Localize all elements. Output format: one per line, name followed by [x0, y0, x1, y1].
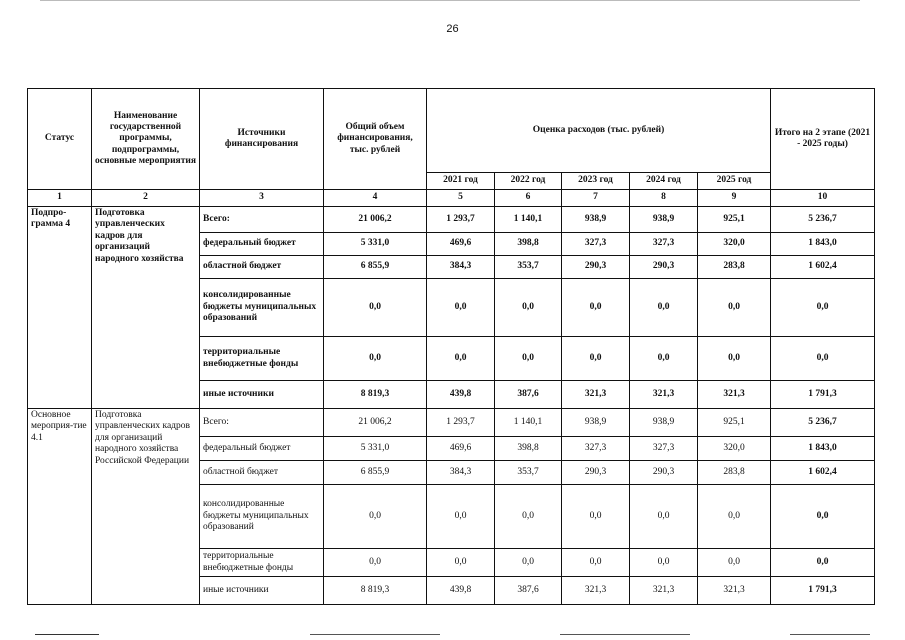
column-number: 9 — [698, 190, 771, 207]
year-amount: 439,8 — [427, 381, 495, 409]
scan-artifact-bottom — [790, 634, 870, 635]
year-amount: 0,0 — [427, 549, 495, 577]
year-amount: 0,0 — [562, 279, 630, 337]
scan-artifact-bottom — [560, 634, 690, 635]
column-number: 3 — [200, 190, 324, 207]
funding-source: областной бюджет — [200, 256, 324, 279]
year-amount: 0,0 — [630, 279, 698, 337]
header-sources: Источники финансирования — [200, 89, 324, 190]
year-amount: 1 140,1 — [495, 409, 562, 437]
funding-source: консолидированные бюджеты муниципальных образований — [200, 485, 324, 549]
total-amount: 5 331,0 — [324, 437, 427, 461]
column-number: 1 — [28, 190, 92, 207]
year-amount: 398,8 — [495, 437, 562, 461]
year-amount: 320,0 — [698, 233, 771, 256]
stage-total-amount: 1 602,4 — [771, 461, 875, 485]
year-amount: 320,0 — [698, 437, 771, 461]
year-amount: 1 293,7 — [427, 207, 495, 233]
year-amount: 0,0 — [698, 549, 771, 577]
year-amount: 321,3 — [562, 577, 630, 605]
column-number: 10 — [771, 190, 875, 207]
year-amount: 0,0 — [630, 485, 698, 549]
funding-source: консолидированные бюджеты муниципальных образований — [200, 279, 324, 337]
year-amount: 938,9 — [630, 207, 698, 233]
year-amount: 0,0 — [630, 337, 698, 381]
total-amount: 8 819,3 — [324, 577, 427, 605]
year-amount: 1 293,7 — [427, 409, 495, 437]
header-year: 2025 год — [698, 173, 771, 190]
year-amount: 0,0 — [698, 279, 771, 337]
year-amount: 283,8 — [698, 461, 771, 485]
stage-total-amount: 0,0 — [771, 549, 875, 577]
stage-total-amount: 5 236,7 — [771, 409, 875, 437]
year-amount: 0,0 — [562, 337, 630, 381]
total-amount: 21 006,2 — [324, 207, 427, 233]
year-amount: 0,0 — [562, 549, 630, 577]
funding-source: территориальные внебюджетные фонды — [200, 549, 324, 577]
scan-artifact-bottom — [35, 634, 99, 635]
year-amount: 398,8 — [495, 233, 562, 256]
year-amount: 0,0 — [495, 485, 562, 549]
page-number: 26 — [446, 23, 459, 35]
year-amount: 290,3 — [630, 256, 698, 279]
year-amount: 469,6 — [427, 233, 495, 256]
funding-source: федеральный бюджет — [200, 437, 324, 461]
stage-total-amount: 1 843,0 — [771, 233, 875, 256]
header-stage-total: Итого на 2 этапе (2021 - 2025 годы) — [771, 89, 875, 190]
header-estimate: Оценка расходов (тыс. рублей) — [427, 89, 771, 173]
year-amount: 327,3 — [630, 233, 698, 256]
year-amount: 321,3 — [562, 381, 630, 409]
year-amount: 353,7 — [495, 256, 562, 279]
header-total: Общий объем финансирования, тыс. рублей — [324, 89, 427, 190]
header-name: Наименование государственной программы, подпрограммы, основные мероприятия — [92, 89, 200, 190]
stage-total-amount: 1 843,0 — [771, 437, 875, 461]
year-amount: 384,3 — [427, 461, 495, 485]
year-amount: 321,3 — [698, 577, 771, 605]
column-number: 5 — [427, 190, 495, 207]
year-amount: 0,0 — [495, 549, 562, 577]
year-amount: 0,0 — [427, 337, 495, 381]
year-amount: 938,9 — [630, 409, 698, 437]
total-amount: 5 331,0 — [324, 233, 427, 256]
header-year: 2023 год — [562, 173, 630, 190]
year-amount: 283,8 — [698, 256, 771, 279]
year-amount: 387,6 — [495, 577, 562, 605]
funding-source: территориальные внебюджетные фонды — [200, 337, 324, 381]
section-name: Подготовка управленческих кадров для организаций народного хозяйства Российской Федерации — [92, 409, 200, 605]
section-name: Подготовка управленческих кадров для организаций народного хозяйства — [92, 207, 200, 409]
financing-table — [27, 88, 875, 605]
year-amount: 925,1 — [698, 409, 771, 437]
total-amount: 6 855,9 — [324, 461, 427, 485]
funding-source: иные источники — [200, 577, 324, 605]
total-amount: 8 819,3 — [324, 381, 427, 409]
header-year: 2024 год — [630, 173, 698, 190]
stage-total-amount: 1 791,3 — [771, 381, 875, 409]
stage-total-amount: 0,0 — [771, 485, 875, 549]
column-number: 8 — [630, 190, 698, 207]
total-amount: 6 855,9 — [324, 256, 427, 279]
funding-source: иные источники — [200, 381, 324, 409]
year-amount: 0,0 — [698, 337, 771, 381]
year-amount: 469,6 — [427, 437, 495, 461]
section-status: Подпро-грамма 4 — [28, 207, 92, 409]
year-amount: 0,0 — [495, 279, 562, 337]
total-amount: 0,0 — [324, 337, 427, 381]
year-amount: 290,3 — [562, 256, 630, 279]
funding-source: Всего: — [200, 207, 324, 233]
year-amount: 0,0 — [427, 485, 495, 549]
year-amount: 321,3 — [698, 381, 771, 409]
funding-source: областной бюджет — [200, 461, 324, 485]
year-amount: 387,6 — [495, 381, 562, 409]
section-status: Основное мероприя-тие 4.1 — [28, 409, 92, 605]
column-number-row — [28, 190, 875, 207]
stage-total-amount: 1 791,3 — [771, 577, 875, 605]
year-amount: 1 140,1 — [495, 207, 562, 233]
scan-artifact-bottom — [310, 634, 440, 635]
stage-total-amount: 5 236,7 — [771, 207, 875, 233]
total-amount: 0,0 — [324, 485, 427, 549]
column-number: 7 — [562, 190, 630, 207]
year-amount: 925,1 — [698, 207, 771, 233]
table-row — [28, 207, 875, 233]
header-status: Статус — [28, 89, 92, 190]
year-amount: 321,3 — [630, 577, 698, 605]
year-amount: 0,0 — [630, 549, 698, 577]
scan-artifact-top — [40, 0, 860, 1]
year-amount: 327,3 — [562, 233, 630, 256]
header-year: 2021 год — [427, 173, 495, 190]
total-amount: 21 006,2 — [324, 409, 427, 437]
stage-total-amount: 0,0 — [771, 279, 875, 337]
year-amount: 353,7 — [495, 461, 562, 485]
year-amount: 0,0 — [698, 485, 771, 549]
year-amount: 384,3 — [427, 256, 495, 279]
year-amount: 0,0 — [427, 279, 495, 337]
year-amount: 290,3 — [630, 461, 698, 485]
column-number: 4 — [324, 190, 427, 207]
year-amount: 439,8 — [427, 577, 495, 605]
year-amount: 327,3 — [562, 437, 630, 461]
year-amount: 938,9 — [562, 207, 630, 233]
year-amount: 938,9 — [562, 409, 630, 437]
year-amount: 327,3 — [630, 437, 698, 461]
year-amount: 290,3 — [562, 461, 630, 485]
column-number: 6 — [495, 190, 562, 207]
year-amount: 0,0 — [562, 485, 630, 549]
year-amount: 0,0 — [495, 337, 562, 381]
column-number: 2 — [92, 190, 200, 207]
year-amount: 321,3 — [630, 381, 698, 409]
stage-total-amount: 1 602,4 — [771, 256, 875, 279]
header-year: 2022 год — [495, 173, 562, 190]
stage-total-amount: 0,0 — [771, 337, 875, 381]
table-row — [28, 409, 875, 437]
total-amount: 0,0 — [324, 549, 427, 577]
funding-source: Всего: — [200, 409, 324, 437]
total-amount: 0,0 — [324, 279, 427, 337]
funding-source: федеральный бюджет — [200, 233, 324, 256]
